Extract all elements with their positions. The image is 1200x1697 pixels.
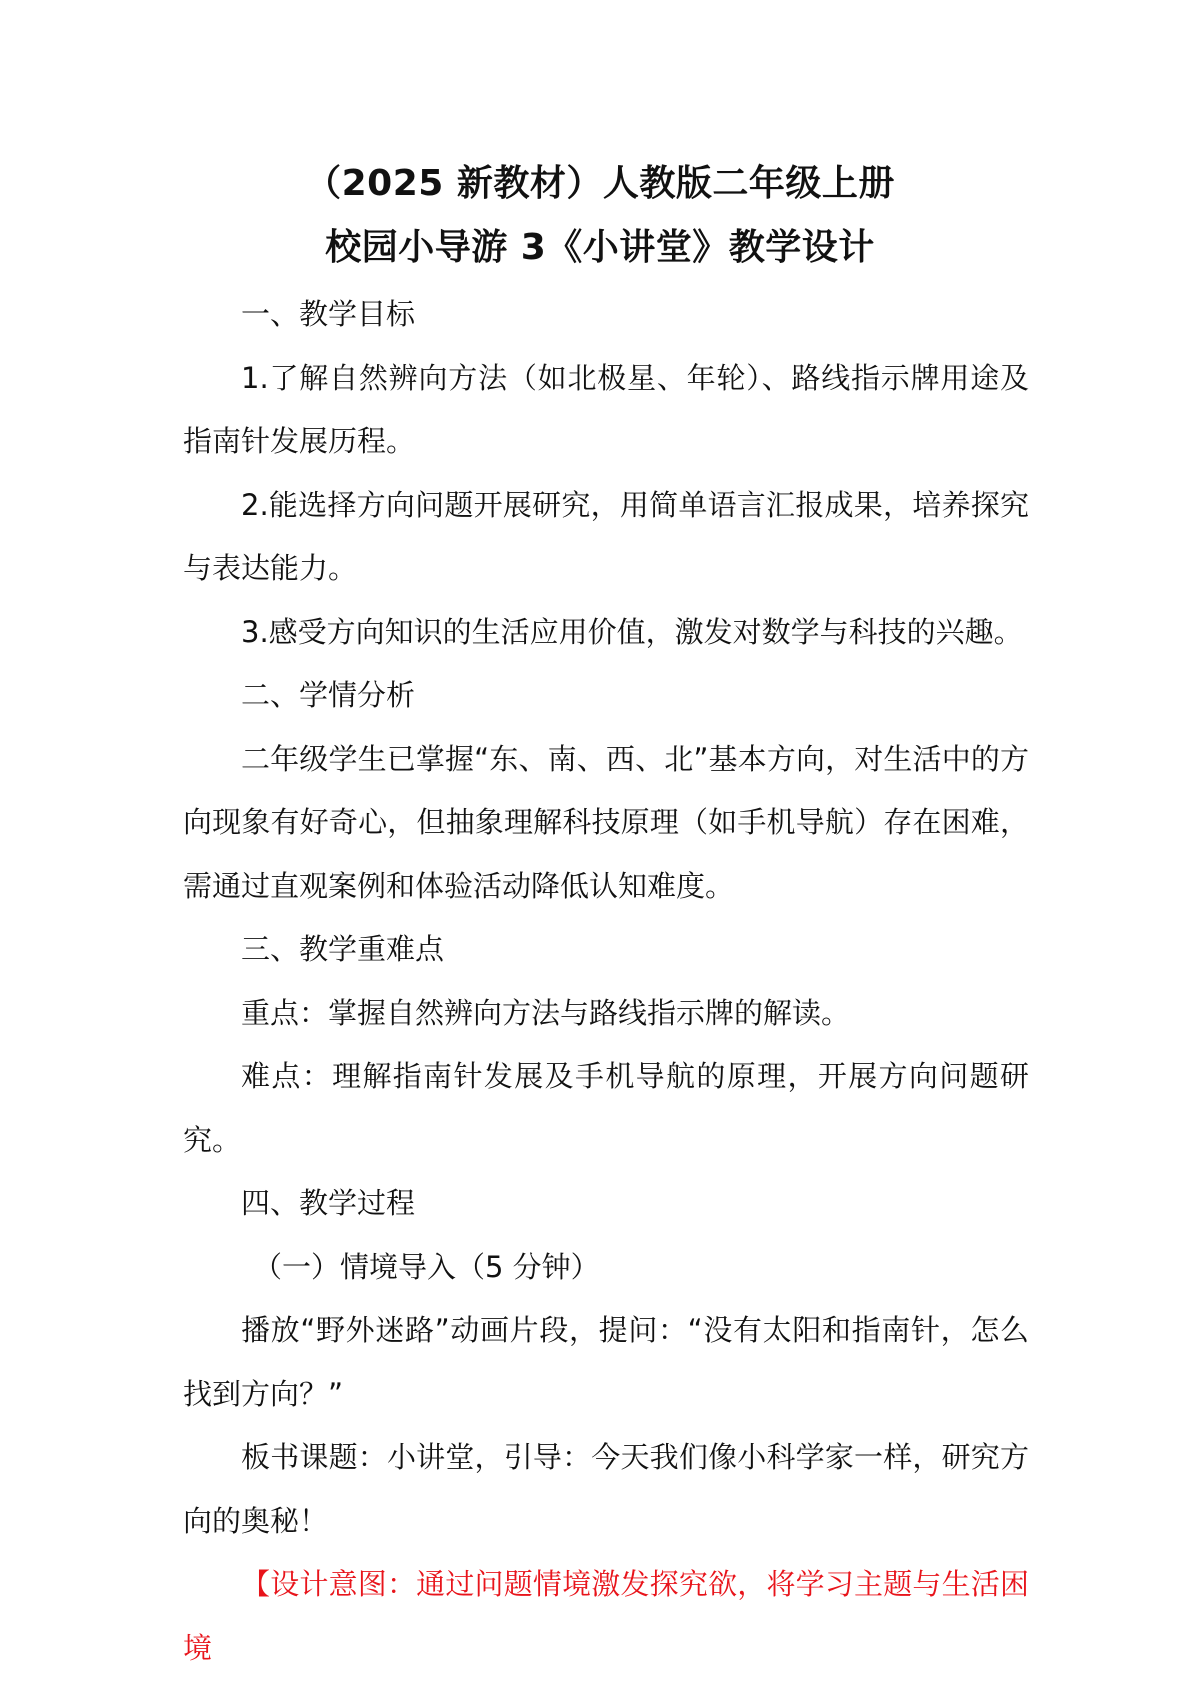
objective-3: 3.感受方向知识的生活应用价值，激发对数学与科技的兴趣。 <box>241 614 1023 649</box>
keypoint-difficulty: 难点：理解指南针发展及手机导航的原理，开展方向问题研究。 <box>183 1059 1029 1157</box>
process-paragraph-1: 播放“野外迷路”动画片段，提问：“没有太阳和指南针，怎么找到方向？” <box>183 1313 1029 1411</box>
section-heading-keypoints: 三、教学重难点 <box>241 932 445 966</box>
section-heading-objectives: 一、教学目标 <box>241 297 416 331</box>
process-paragraph-2: 板书课题：小讲堂，引导：今天我们像小科学家一样，研究方向的奥秘！ <box>183 1440 1029 1538</box>
section-heading-process: 四、教学过程 <box>241 1186 416 1220</box>
analysis-paragraph: 二年级学生已掌握“东、南、西、北”基本方向，对生活中的方向现象有好奇心，但抽象理解科技原理（如手机导航）存在困难，需通过直观案例和体验活动降低认知难度。 <box>183 741 1029 903</box>
section-heading-analysis: 二、学情分析 <box>241 678 416 712</box>
title-line-2: 校园小导游 3《小讲堂》教学设计 <box>325 227 875 268</box>
design-intent-note: 【设计意图：通过问题情境激发探究欲，将学习主题与生活困境 <box>183 1567 1029 1665</box>
subsection-intro: （一）情境导入（5 分钟） <box>253 1249 600 1284</box>
title-line-1: （2025 新教材）人教版二年级上册 <box>305 163 895 204</box>
document-title <box>0 152 1200 280</box>
keypoint-focus: 重点：掌握自然辨向方法与路线指示牌的解读。 <box>241 995 851 1030</box>
objective-1: 1.了解自然辨向方法（如北极星、年轮）、路线指示牌用途及指南针发展历程。 <box>183 360 1029 458</box>
objective-2: 2.能选择方向问题开展研究，用简单语言汇报成果，培养探究与表达能力。 <box>183 487 1029 585</box>
document-body <box>183 283 1029 1680</box>
